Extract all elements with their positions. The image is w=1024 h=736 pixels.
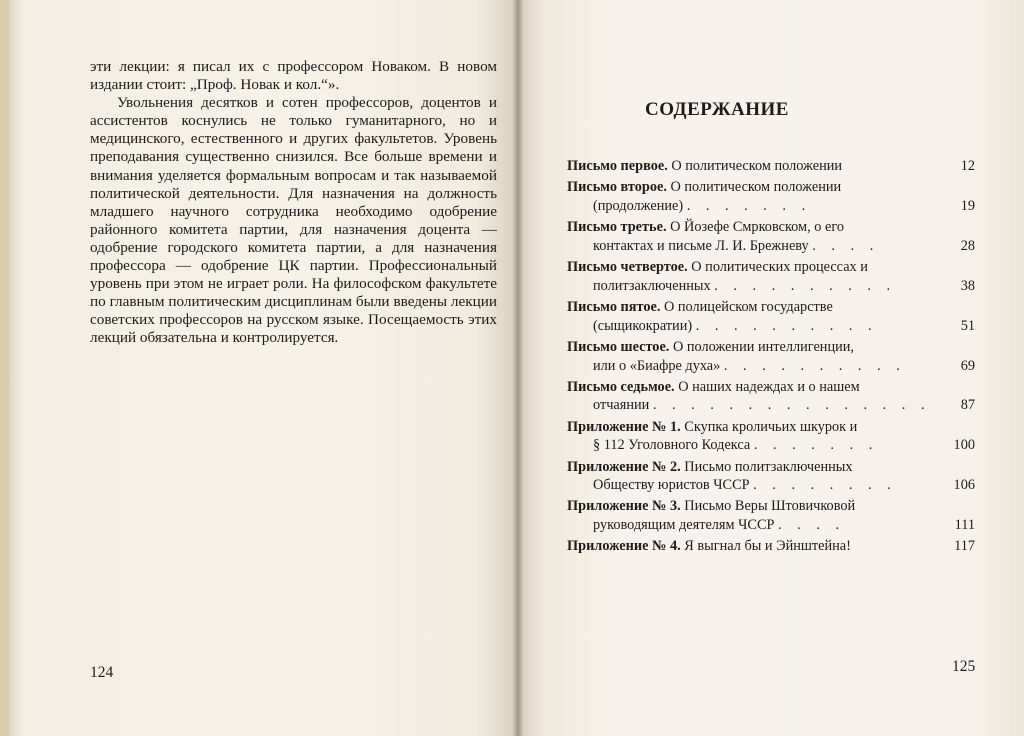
toc-entry-head: Письмо пятое. bbox=[567, 298, 661, 315]
leader-dots: . . . . bbox=[778, 517, 846, 534]
paragraph: Увольнения десятков и сотен профессоров, доцентов и ассистентов коснулись не только гуманитарного, но и медицинского, естественного и других факультетов. Уровень преподавания существенно снизился. Все больше времени и внимания уделяется формальным вопросам и так называемой политической деятельности. Для назначения на должность младшего научного сотрудника необходимо одобрение районного комитета партии, для назначения доцента — одобрение городского комитета партии, а для назначения профессора — одобрение ЦК партии. Профессиональный уровень при этом не играет роли. На философском факультете по главным политическим дисциплинам были введены лекции советских профессоров на русском языке. Посещаемость этих лекций обязательна и контролируется. bbox=[90, 94, 497, 347]
toc-entry-text: отчаянии bbox=[593, 397, 650, 414]
toc-entry-text: Обществу юристов ЧССР bbox=[593, 477, 750, 494]
toc-entry bbox=[567, 157, 975, 176]
toc-entry-text: руководящим деятелям ЧССР bbox=[593, 517, 775, 534]
paragraph: эти лекции: я писал их с профессором Новаком. В новом издании стоит: „Проф. Новак и кол.“». bbox=[90, 58, 497, 94]
toc-entry-head: Приложение № 1. bbox=[567, 418, 681, 435]
gutter bbox=[512, 0, 524, 736]
toc-page-number: 87 bbox=[960, 397, 975, 414]
toc-entry-text: Письмо политзаключенных bbox=[684, 458, 853, 475]
toc-page-number: 111 bbox=[954, 517, 975, 534]
toc-page-number: 38 bbox=[960, 277, 975, 294]
toc-entry bbox=[567, 338, 975, 375]
toc-entry-head: Письмо четвертое. bbox=[567, 259, 688, 276]
toc-page-number: 28 bbox=[960, 237, 975, 254]
leader-dots: . . . . . . . bbox=[686, 197, 812, 214]
toc-entry-head: Письмо третье. bbox=[567, 219, 667, 236]
toc-entry bbox=[567, 298, 975, 335]
toc-page-number: 117 bbox=[954, 538, 975, 555]
page-number-right: 125 bbox=[952, 658, 976, 675]
leader-dots: . . . . bbox=[812, 237, 880, 254]
toc-page-number: 19 bbox=[960, 197, 975, 214]
toc-entry-text: или о «Биафре духа» bbox=[593, 357, 721, 374]
toc-entry-head: Письмо первое. bbox=[567, 158, 668, 174]
page-number-left: 124 bbox=[90, 664, 114, 681]
toc-entry bbox=[567, 537, 975, 556]
page-edge bbox=[0, 0, 9, 736]
table-of-contents bbox=[567, 157, 975, 559]
toc-entry bbox=[567, 418, 975, 455]
toc-entry-head: Приложение № 2. bbox=[567, 458, 681, 475]
toc-entry bbox=[567, 218, 975, 255]
toc-page-number: 106 bbox=[953, 477, 975, 494]
toc-entry-text: О наших надеждах и о нашем bbox=[678, 378, 860, 395]
toc-entry-text: политзаключенных bbox=[593, 277, 711, 294]
leader-dots: . . . . . . . bbox=[753, 437, 879, 454]
toc-entry-text: Я выгнал бы и Эйнштейна! bbox=[684, 538, 851, 555]
toc-entry-text: контактах и письме Л. И. Брежневу bbox=[593, 237, 809, 254]
toc-entry bbox=[567, 258, 975, 295]
leader-dots: . . . . . . . . . . . . . . . bbox=[652, 397, 931, 414]
body-text bbox=[90, 58, 497, 348]
leader-dots: . . . . . . . . bbox=[753, 477, 897, 494]
toc-entry-text: § 112 Уголовного Кодекса bbox=[593, 437, 751, 454]
toc-entry-head: Письмо второе. bbox=[567, 179, 667, 196]
toc-entry bbox=[567, 458, 975, 495]
toc-entry-text: О политическом положении bbox=[670, 179, 842, 196]
toc-entry-text: О политических процессах и bbox=[691, 259, 868, 276]
toc-page-number: 12 bbox=[960, 158, 975, 174]
toc-entry bbox=[567, 378, 975, 415]
toc-entry-head: Письмо шестое. bbox=[567, 338, 670, 355]
toc-entry-text: О Йозефе Смрковском, о его bbox=[670, 219, 844, 236]
leader-dots: . . . . . . . . . . bbox=[695, 317, 878, 334]
leader-dots: . . . . . . . . . . bbox=[714, 277, 897, 294]
toc-entry-text: О положении интеллигенции, bbox=[672, 338, 854, 355]
toc-entry-text: (сыщикократии) bbox=[593, 317, 693, 334]
toc-entry-head: Приложение № 4. bbox=[567, 538, 681, 555]
toc-entry-text: (продолжение) bbox=[593, 197, 684, 214]
toc-entry-head: Письмо седьмое. bbox=[567, 378, 675, 395]
toc-entry-head: Приложение № 3. bbox=[567, 498, 681, 515]
toc-entry-text: Письмо Веры Штовичковой bbox=[684, 498, 856, 515]
toc-page-number: 100 bbox=[953, 437, 975, 454]
toc-page-number: 51 bbox=[960, 317, 975, 334]
toc-entry-text: О политическом положении bbox=[671, 158, 843, 174]
toc-title: СОДЕРЖАНИЕ bbox=[645, 99, 789, 120]
toc-entry-text: О полицейском государстве bbox=[664, 298, 833, 315]
toc-entry-text: Скупка кроличьих шкурок и bbox=[684, 418, 858, 435]
toc-page-number: 69 bbox=[960, 357, 975, 374]
leader-dots: . . . . . . . . . . bbox=[723, 357, 906, 374]
toc-entry bbox=[567, 178, 975, 215]
toc-entry bbox=[567, 497, 975, 534]
